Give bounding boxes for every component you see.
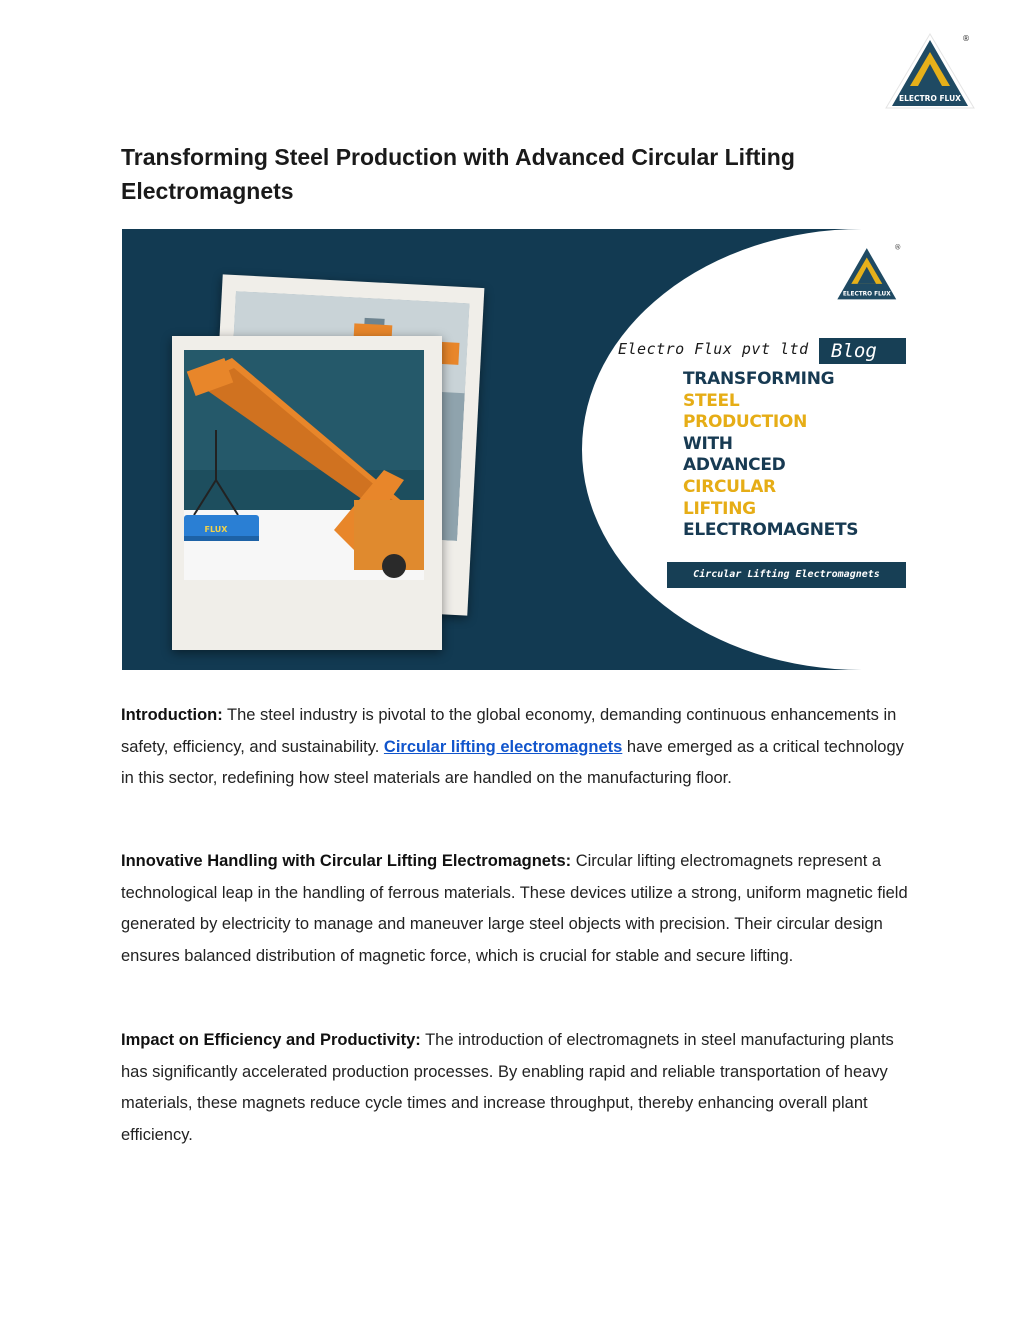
electro-flux-logo-icon xyxy=(828,239,904,307)
hero-company-line: Electro Flux pvt ltd xyxy=(618,340,809,358)
electro-flux-logo-icon xyxy=(880,30,978,114)
intro-text-1: The steel industry is pivotal to the global economy, demanding continuous enhancements in safety, efficiency, and sustainability. xyxy=(121,706,897,756)
svg-text:ELECTRO FLUX: ELECTRO FLUX xyxy=(899,94,961,103)
hero-headline-line: ADVANCED xyxy=(683,455,786,476)
hero-blog-tag: Blog xyxy=(819,338,906,364)
hero-headline xyxy=(683,369,903,542)
intro-paragraph xyxy=(121,700,911,795)
svg-text:®: ® xyxy=(894,243,902,252)
hero-caption-strip: Circular Lifting Electromagnets xyxy=(667,562,906,588)
impact-text: The introduction of electromagnets in steel manufacturing plants has significantly accelerated production processes. By enabling rapid and reliable transportation of heavy materials, these magnets reduce cycle times and increase throughput, thereby enhancing overall plant efficiency. xyxy=(121,1031,894,1144)
handling-paragraph xyxy=(121,846,911,972)
hero-headline-line: LIFTING xyxy=(683,498,756,519)
hero-headline-line: CIRCULAR xyxy=(683,476,776,497)
article-title: Transforming Steel Production with Advanced Circular Lifting Electromagnets xyxy=(121,144,795,204)
circular-lifting-electromagnets-link[interactable]: Circular lifting electromagnets xyxy=(383,737,623,756)
handling-text: Circular lifting electromagnets represent a technological leap in the handling of ferrous materials. These devices utilize a strong, uniform magnetic field generated by electricity to manage and maneuver large steel objects with precision. Their circular design ensures balanced distribution of magnetic force, which is crucial for stable and secure lifting. xyxy=(121,852,908,965)
company-logo xyxy=(880,30,978,114)
photo-frame-front xyxy=(172,336,442,650)
handling-lead: Innovative Handling with Circular Lifting Electromagnets: xyxy=(121,852,572,870)
svg-text:®: ® xyxy=(962,34,970,43)
impact-lead: Impact on Efficiency and Productivity: xyxy=(121,1031,421,1049)
hero-banner xyxy=(122,229,906,670)
intro-text-2: have emerged as a critical technology in this sector, redefining how steel materials are handled on the manufacturing floor. xyxy=(121,737,904,787)
hero-headline-line: PRODUCTION xyxy=(683,412,807,433)
impact-paragraph xyxy=(121,1025,911,1151)
hero-headline-line: TRANSFORMING xyxy=(683,369,835,389)
svg-text:FLUX: FLUX xyxy=(204,525,228,534)
hero-logo xyxy=(828,239,904,307)
svg-text:ELECTRO FLUX: ELECTRO FLUX xyxy=(842,291,891,298)
hero-headline-line: ELECTROMAGNETS xyxy=(683,520,859,541)
hero-headline-line: STEEL xyxy=(683,390,740,411)
crane-magnet-photo xyxy=(184,350,424,580)
hero-headline-line: WITH xyxy=(683,433,733,454)
intro-lead: Introduction: xyxy=(121,706,223,724)
